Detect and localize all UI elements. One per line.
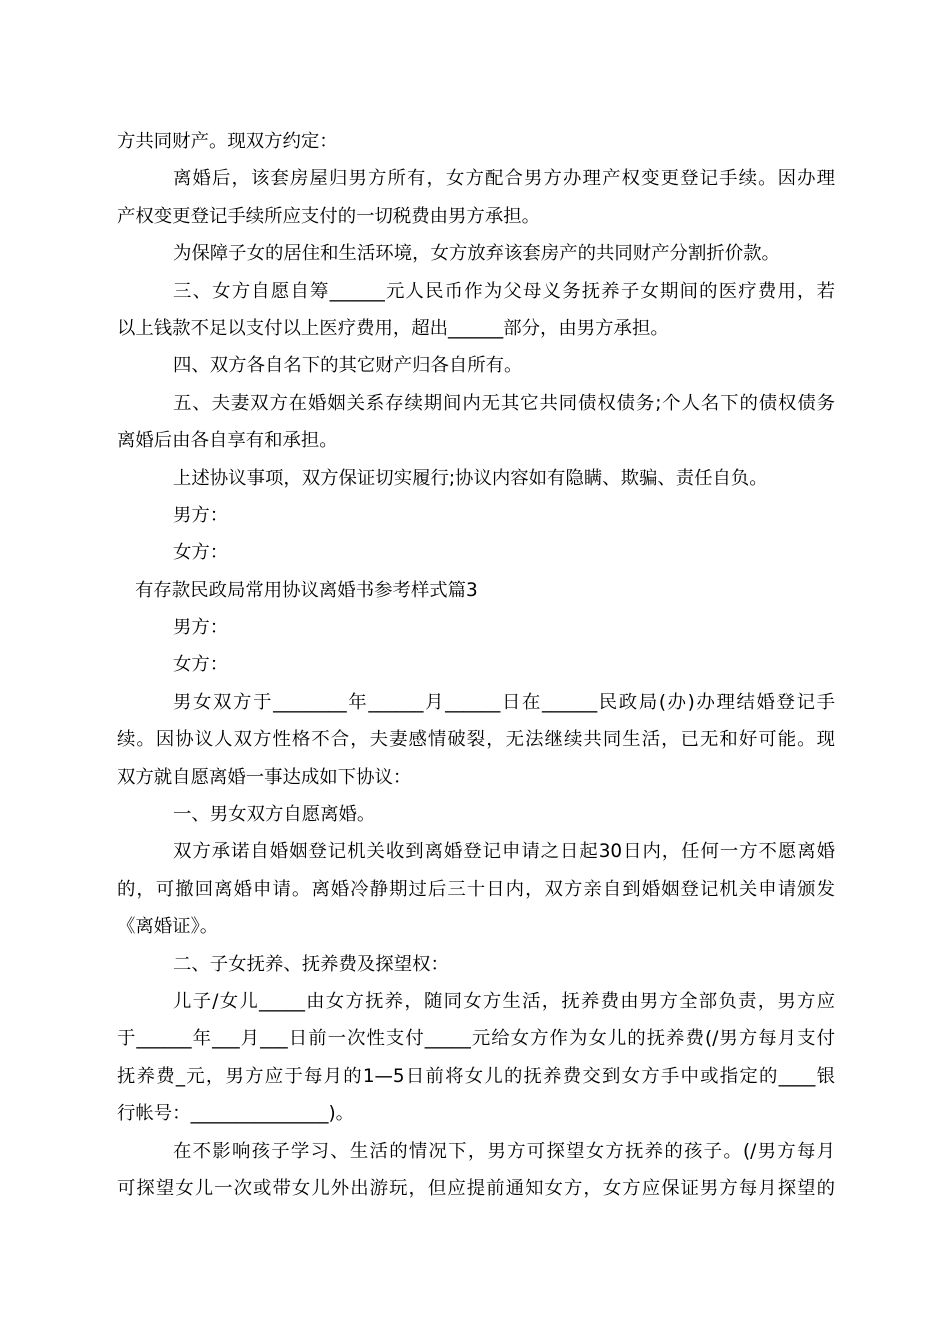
text-line: 一、男女双方自愿离婚。 (173, 804, 376, 826)
text-line: 的，可撤回离婚申请。离婚冷静期过后三十日内，双方亲自到婚姻登记机关申请颁发 (117, 878, 835, 900)
text-line: 五、夫妻双方在婚姻关系存续期间内无其它共同债权债务;个人名下的债权债务 (173, 392, 835, 414)
text-line: 产权变更登记手续所应支付的一切税费由男方承担。 (117, 205, 540, 227)
signature-label-male: 男方： (173, 504, 229, 526)
text-line: 双方承诺自婚姻登记机关收到离婚登记申请之日起30日内，任何一方不愿离婚 (173, 841, 835, 863)
text-line: 三、女方自愿自筹______元人民币作为父母义务抚养子女期间的医疗费用，若 (173, 280, 835, 302)
text-line: 二、子女抚养、抚养费及探望权： (173, 953, 449, 975)
signature-label-female: 女方： (173, 542, 229, 564)
text-line: 四、双方各自名下的其它财产归各自所有。 (173, 355, 523, 377)
text-line: 以上钱款不足以支付以上医疗费用，超出______部分，由男方承担。 (117, 317, 669, 339)
text-line: 方共同财产。现双方约定： (117, 131, 338, 152)
text-line: 《离婚证》。 (117, 916, 219, 938)
party-label-female: 女方： (173, 654, 229, 676)
document-body (117, 123, 835, 1207)
text-line: 续。因协议人双方性格不合，夫妻感情破裂，无法继续共同生活，已无和好可能。现 (117, 729, 835, 751)
text-line: 上述协议事项，双方保证切实履行;协议内容如有隐瞒、欺骗、责任自负。 (173, 467, 768, 489)
text-line: 抚养费_元，男方应于每月的1—5日前将女儿的抚养费交到女方手中或指定的____银 (117, 1065, 835, 1087)
text-line: 双方就自愿离婚一事达成如下协议： (117, 766, 412, 788)
text-line: 可探望女儿一次或带女儿外出游玩，但应提前通知女方，女方应保证男方每月探望的 (117, 1177, 835, 1199)
text-line: 男女双方于________年______月______日在______民政局(办)办理结婚登记手 (173, 691, 835, 713)
text-line: 离婚后，该套房屋归男方所有，女方配合男方办理产权变更登记手续。因办理 (173, 168, 835, 190)
text-line: 于______年___月___日前一次性支付_____元给女方作为女儿的抚养费(/男方每月支付 (117, 1028, 835, 1050)
text-line: 儿子/女儿_____由女方抚养，随同女方生活，抚养费由男方全部负责，男方应 (173, 990, 835, 1012)
text-line: 行帐号：_______________)。 (117, 1103, 355, 1125)
text-line: 在不影响孩子学习、生活的情况下，男方可探望女方抚养的孩子。(/男方每月 (173, 1140, 835, 1162)
text-line: 离婚后由各自享有和承担。 (117, 430, 338, 452)
section-title: 有存款民政局常用协议离婚书参考样式篇3 (135, 579, 478, 601)
text-line: 为保障子女的居住和生活环境，女方放弃该套房产的共同财产分割折价款。 (173, 243, 780, 265)
party-label-male: 男方： (173, 617, 229, 639)
